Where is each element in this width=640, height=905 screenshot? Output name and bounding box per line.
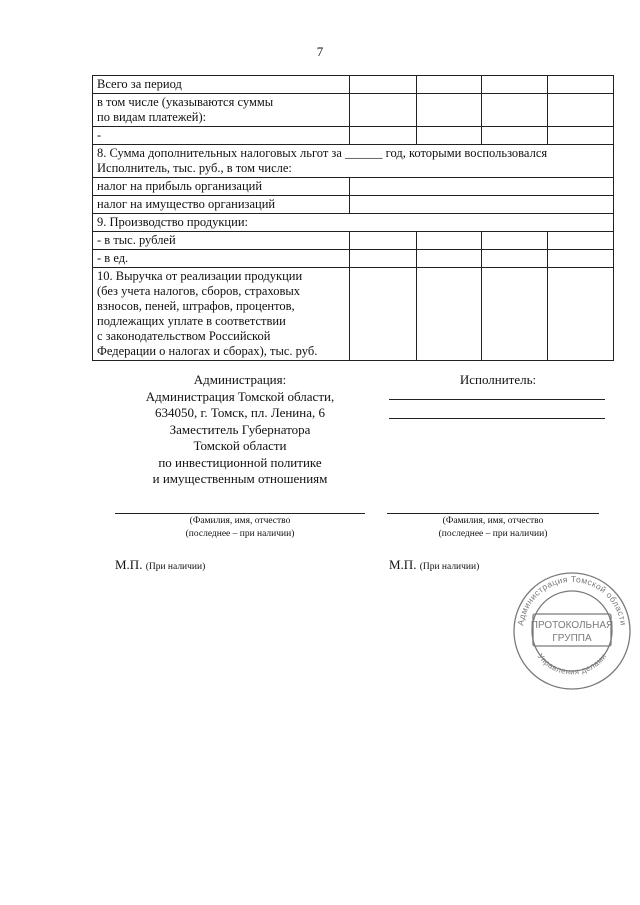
- executor-signature-caption: (Фамилия, имя, отчество (последнее – при наличии): [438, 516, 548, 539]
- executor-name-line: [389, 399, 605, 400]
- administration-block: [120, 372, 360, 488]
- value-cell: [417, 94, 482, 127]
- table-row: [93, 76, 614, 94]
- row-label: налог на имущество организаций: [93, 196, 350, 214]
- table-row: [93, 127, 614, 145]
- value-cell: [350, 178, 614, 196]
- value-cell: [417, 232, 482, 250]
- row-label: 10. Выручка от реализации продукции (без учета налогов, сборов, страховых взносов, пеней, штрафов, процентов, подлежащих уплате в соответствии с законодательством Российской Федерации о налогах и сборах), тыс. руб.: [93, 268, 350, 361]
- administration-line: и имущественным отношениям: [152, 471, 328, 486]
- administration-line: Администрация Томской области,: [145, 388, 335, 404]
- executor-address-line: [389, 418, 605, 419]
- stamp-center-line-2: ГРУППА: [552, 633, 592, 644]
- stamp-outer-text: Администрация Томской области: [515, 573, 629, 627]
- value-cell: [350, 196, 614, 214]
- administration-seal-place: М.П. (При наличии): [115, 557, 206, 572]
- value-cell: [482, 127, 548, 145]
- value-cell: [350, 250, 417, 268]
- row-label: 8. Сумма дополнительных налоговых льгот за ______ год, которыми воспользовался Исполнитель, тыс. руб., в том числе:: [93, 145, 614, 178]
- value-cell: [417, 76, 482, 94]
- administration-signature-line: [115, 513, 365, 514]
- executor-block: [390, 372, 606, 389]
- value-cell: [350, 94, 417, 127]
- value-cell: [482, 268, 548, 361]
- table-row: [93, 178, 614, 196]
- value-cell: [417, 268, 482, 361]
- value-cell: [482, 76, 548, 94]
- table-row: [93, 145, 614, 178]
- administration-line: Заместитель Губернатора: [169, 421, 311, 437]
- executor-seal-place: М.П. (При наличии): [389, 557, 480, 572]
- value-cell: [548, 250, 614, 268]
- stamp-center-line-1: ПРОТОКОЛЬНАЯ: [530, 620, 614, 631]
- value-cell: [350, 76, 417, 94]
- value-cell: [482, 232, 548, 250]
- official-stamp: [509, 568, 635, 694]
- row-label: - в тыс. рублей: [93, 232, 350, 250]
- value-cell: [548, 76, 614, 94]
- page-number: 7: [316, 44, 324, 59]
- row-label: Всего за период: [93, 76, 350, 94]
- row-label: 9. Производство продукции:: [93, 214, 614, 232]
- value-cell: [350, 268, 417, 361]
- stamp-bottom-text: Управления делами: [535, 651, 609, 677]
- table-row: [93, 94, 614, 127]
- row-label: - в ед.: [93, 250, 350, 268]
- value-cell: [548, 232, 614, 250]
- value-cell: [482, 94, 548, 127]
- value-cell: [548, 268, 614, 361]
- value-cell: [417, 250, 482, 268]
- table-row: [93, 196, 614, 214]
- value-cell: [548, 94, 614, 127]
- value-cell: [350, 232, 417, 250]
- table-row: [93, 232, 614, 250]
- administration-line: Томской области: [193, 438, 287, 453]
- table-row: [93, 214, 614, 232]
- table-row: [93, 268, 614, 361]
- administration-line: 634050, г. Томск, пл. Ленина, 6: [155, 405, 325, 420]
- row-label: налог на прибыль организаций: [93, 178, 350, 196]
- row-label: -: [93, 127, 350, 145]
- administration-heading: Администрация:: [193, 372, 287, 387]
- administration-line: по инвестиционной политике: [158, 454, 322, 470]
- table-row: [93, 250, 614, 268]
- row-label: в том числе (указываются суммы по видам платежей):: [93, 94, 350, 127]
- report-table: [92, 75, 614, 361]
- executor-heading: Исполнитель:: [459, 372, 537, 387]
- value-cell: [548, 127, 614, 145]
- value-cell: [482, 250, 548, 268]
- value-cell: [417, 127, 482, 145]
- value-cell: [350, 127, 417, 145]
- executor-signature-line: [387, 513, 599, 514]
- administration-signature-caption: (Фамилия, имя, отчество (последнее – при наличии): [185, 516, 295, 539]
